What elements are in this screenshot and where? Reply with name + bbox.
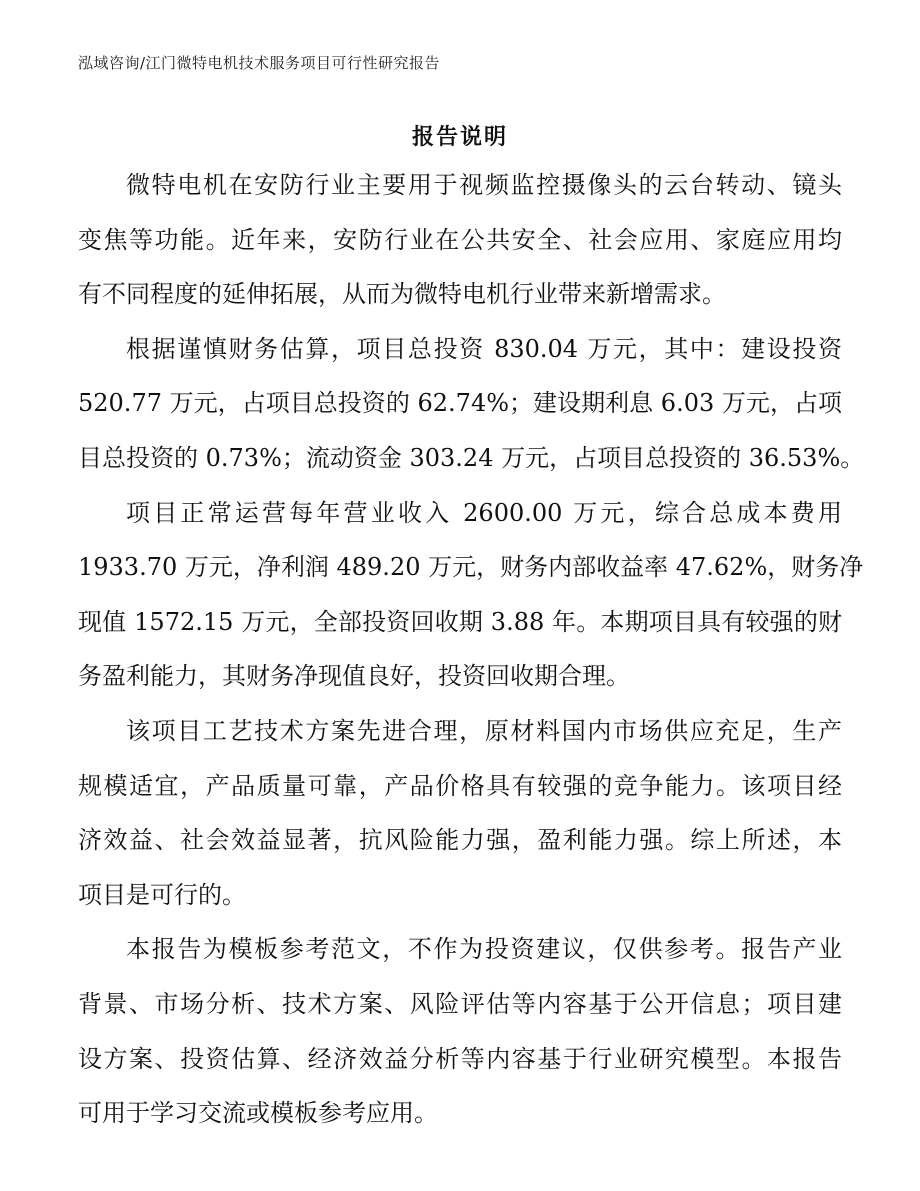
paragraph-line: 微特电机在安防行业主要用于视频监控摄像头的云台转动、镜头: [126, 171, 842, 199]
paragraph-line: 济效益、社会效益显著，抗风险能力强，盈利能力强。综上所述，本: [78, 826, 842, 855]
paragraph-line: 规模适宜，产品质量可靠，产品价格具有较强的竞争能力。该项目经: [78, 771, 842, 800]
paragraph-line: 项目正常运营每年营业收入 2600.00 万元，综合总成本费用: [126, 498, 842, 527]
paragraph-line: 变焦等功能。近年来，安防行业在公共安全、社会应用、家庭应用均: [78, 225, 842, 254]
document-body: [78, 166, 865, 1149]
paragraph-line: 有不同程度的延伸拓展，从而为微特电机行业带来新增需求。: [78, 280, 726, 309]
paragraph-line: 目总投资的 0.73%；流动资金 303.24 万元，占项目总投资的 36.53%。: [78, 443, 865, 472]
paragraph-line: 1933.70 万元，净利润 489.20 万元，财务内部收益率 47.62%，财务净: [78, 553, 864, 582]
paragraph-line: 本报告为模板参考范文，不作为投资建议，仅供参考。报告产业: [126, 935, 842, 964]
paragraph-line: 设方案、投资估算、经济效益分析等内容基于行业研究模型。本报告: [78, 1044, 842, 1073]
section-title: 报告说明: [411, 125, 508, 150]
paragraph-line: 可用于学习交流或模板参考应用。: [78, 1099, 438, 1128]
paragraph-line: 项目是可行的。: [78, 880, 246, 909]
paragraph-line: 该项目工艺技术方案先进合理，原材料国内市场供应充足，生产: [126, 716, 842, 745]
paragraph-line: 根据谨慎财务估算，项目总投资 830.04 万元，其中：建设投资: [126, 334, 842, 363]
paragraph-line: 务盈利能力，其财务净现值良好，投资回收期合理。: [78, 662, 630, 691]
running-header: 泓域咨询/江门微特电机技术服务项目可行性研究报告: [78, 54, 441, 72]
paragraph-line: 背景、市场分析、技术方案、风险评估等内容基于公开信息；项目建: [78, 989, 842, 1018]
paragraph-line: 现值 1572.15 万元，全部投资回收期 3.88 年。本期项目具有较强的财: [78, 607, 842, 636]
paragraph-line: 520.77 万元，占项目总投资的 62.74%；建设期利息 6.03 万元，占项: [78, 389, 842, 418]
